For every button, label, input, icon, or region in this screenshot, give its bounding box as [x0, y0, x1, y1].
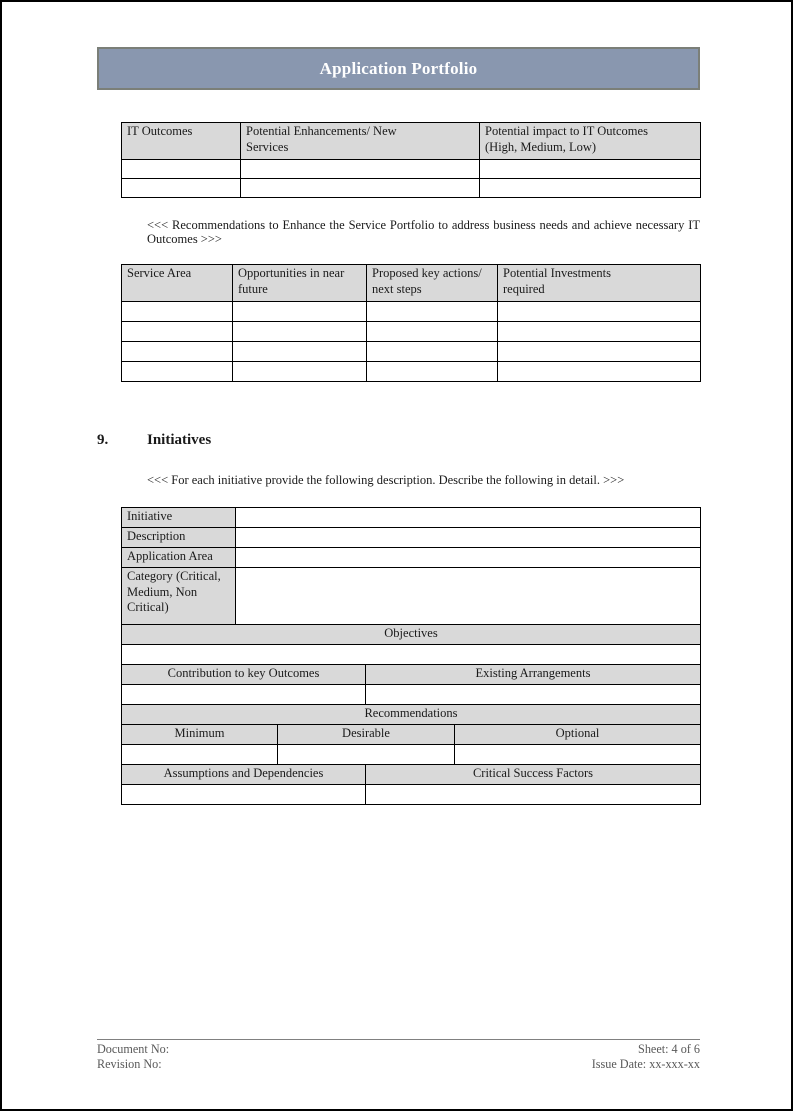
section-header-optional: Optional [455, 725, 701, 745]
revision-no-label: Revision No: [97, 1057, 162, 1072]
section-number: 9. [97, 432, 109, 448]
empty-cell [480, 179, 701, 198]
empty-cell [122, 685, 366, 705]
section-heading [97, 432, 211, 449]
section-header-objectives: Objectives [122, 625, 701, 645]
table-row [122, 160, 701, 179]
empty-cell [480, 160, 701, 179]
table-row [122, 508, 701, 528]
empty-cell [367, 362, 498, 382]
empty-cell [367, 302, 498, 322]
empty-cell [233, 362, 367, 382]
table-row [122, 725, 701, 745]
empty-cell [233, 322, 367, 342]
section-header-recommendations: Recommendations [122, 705, 701, 725]
empty-cell [498, 322, 701, 342]
footer-left [97, 1042, 169, 1073]
column-header-potential-investments [498, 265, 701, 302]
column-header-label: IT Outcomes [127, 124, 193, 138]
empty-cell [241, 179, 480, 198]
initiative-detail-table [121, 507, 701, 805]
footer-right [592, 1042, 700, 1073]
footer-divider [97, 1039, 700, 1040]
column-header-label: Proposed key actions/ next steps [372, 266, 482, 296]
column-header-proposed-actions [367, 265, 498, 302]
empty-cell [122, 362, 233, 382]
document-title: Application Portfolio [319, 58, 478, 78]
column-header-potential-enhancements [241, 123, 480, 160]
empty-cell [241, 160, 480, 179]
initiative-note: <<< For each initiative provide the following description. Describe the following in detail. >>> [147, 473, 625, 487]
column-header-label: Service Area [127, 266, 192, 280]
service-area-table [121, 264, 701, 382]
table-row [122, 302, 701, 322]
empty-cell [498, 362, 701, 382]
section-header-existing-arrangements: Existing Arrangements [366, 665, 701, 685]
table-row [122, 625, 701, 645]
section-header-minimum: Minimum [122, 725, 278, 745]
empty-cell [236, 548, 701, 568]
empty-cell [122, 645, 701, 665]
empty-cell [122, 160, 241, 179]
table-row [122, 568, 701, 625]
column-header-label: Potential Enhancements/ New Services [246, 124, 397, 154]
recommendations-note: <<< Recommendations to Enhance the Service Portfolio to address business needs and achieve necessary IT Outcomes >>> [147, 218, 700, 247]
label-cell-description: Description [122, 528, 236, 548]
table-row [122, 362, 701, 382]
column-header-label: Potential Investments required [503, 266, 611, 296]
label-cell-application-area: Application Area [122, 548, 236, 568]
table-row [122, 665, 701, 685]
empty-cell [236, 528, 701, 548]
document-no-label: Document No: [97, 1042, 170, 1056]
empty-cell [236, 508, 701, 528]
empty-cell [233, 342, 367, 362]
label-cell-initiative: Initiative [122, 508, 236, 528]
column-header-service-area [122, 265, 233, 302]
table-row [122, 645, 701, 665]
page-footer [97, 1042, 700, 1073]
empty-cell [233, 302, 367, 322]
empty-cell [278, 745, 455, 765]
empty-cell [122, 179, 241, 198]
section-header-critical-success: Critical Success Factors [366, 765, 701, 785]
section-header-desirable: Desirable [278, 725, 455, 745]
title-banner [97, 47, 700, 90]
table-row [122, 322, 701, 342]
table-row [122, 705, 701, 725]
empty-cell [366, 785, 701, 805]
empty-cell [122, 302, 233, 322]
table-row [122, 685, 701, 705]
empty-cell [122, 342, 233, 362]
empty-cell [367, 342, 498, 362]
table-row [122, 342, 701, 362]
column-header-potential-impact [480, 123, 701, 160]
table-row [122, 765, 701, 785]
empty-cell [122, 322, 233, 342]
table-row [122, 548, 701, 568]
section-header-contribution: Contribution to key Outcomes [122, 665, 366, 685]
column-header-opportunities [233, 265, 367, 302]
empty-cell [366, 685, 701, 705]
empty-cell [367, 322, 498, 342]
empty-cell [122, 745, 278, 765]
empty-cell [498, 302, 701, 322]
table-row [122, 179, 701, 198]
table-row [122, 785, 701, 805]
empty-cell [122, 785, 366, 805]
empty-cell [455, 745, 701, 765]
section-title: Initiatives [147, 432, 212, 448]
table-row [122, 745, 701, 765]
column-header-label: Potential impact to IT Outcomes (High, Medium, Low) [485, 124, 648, 154]
it-outcomes-table [121, 122, 701, 198]
empty-cell [498, 342, 701, 362]
empty-cell [236, 568, 701, 625]
table-row [122, 528, 701, 548]
issue-date: Issue Date: xx-xxx-xx [591, 1057, 700, 1072]
column-header-it-outcomes [122, 123, 241, 160]
sheet-number: Sheet: 4 of 6 [638, 1042, 700, 1056]
column-header-label: Opportunities in near future [238, 266, 345, 296]
section-header-assumptions: Assumptions and Dependencies [122, 765, 366, 785]
label-cell-category: Category (Critical, Medium, Non Critical) [122, 568, 236, 625]
